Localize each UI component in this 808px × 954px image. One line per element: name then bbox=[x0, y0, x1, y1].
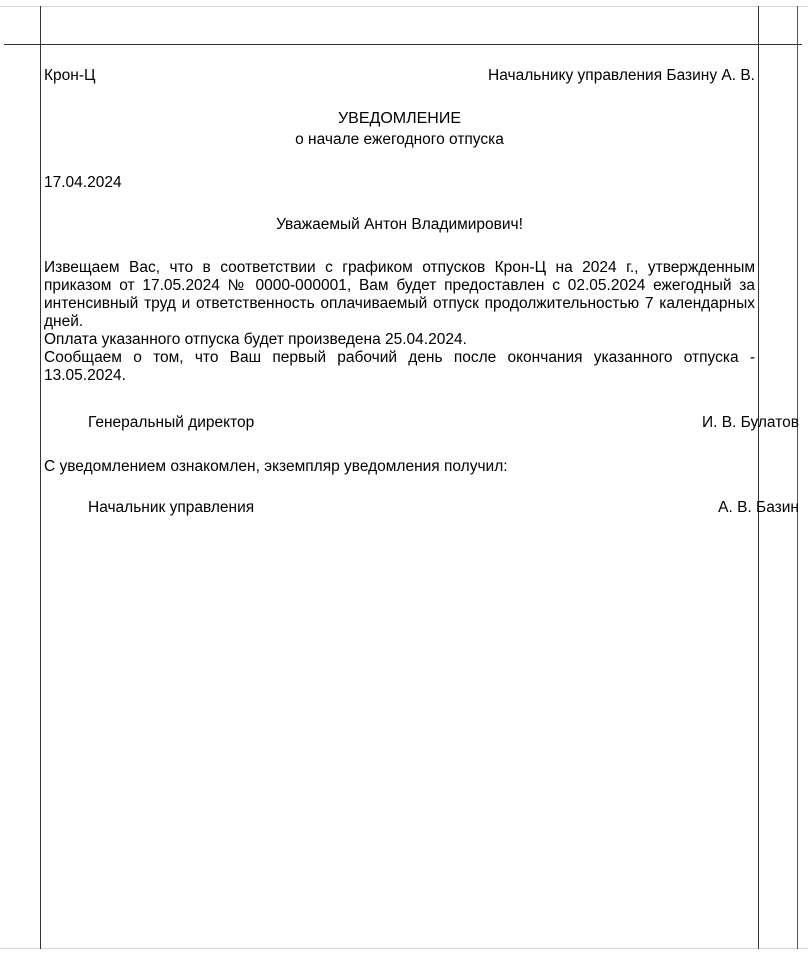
page-top-border bbox=[0, 6, 808, 7]
header-row bbox=[44, 67, 755, 85]
document-date: 17.04.2024 bbox=[44, 174, 122, 191]
page-bottom-border bbox=[0, 948, 808, 949]
acknowledgement-text: С уведомлением ознакомлен, экземпляр уведомления получил: bbox=[44, 458, 508, 475]
signer-name: И. В. Булатов bbox=[701, 414, 799, 431]
signer-position: Генеральный директор bbox=[88, 414, 255, 431]
recipient-position: Начальник управления bbox=[88, 499, 255, 516]
header-divider-line bbox=[4, 44, 802, 45]
signature-row bbox=[44, 414, 799, 432]
body-paragraph-vacation: Извещаем Вас, что в соответствии с графиком отпусков Крон-Ц на 2024 г., утвержденным приказом от 17.05.2024 № 0000-000001, Вам будет предоставлен с 02.05.2024 ежегодный за интенсивный труд и ответственность оплачиваемый отпуск продолжительностью 7 календарных дней. bbox=[44, 259, 755, 330]
addressee: Начальнику управления Базину А. В. bbox=[488, 67, 755, 84]
left-margin-line bbox=[40, 6, 41, 949]
acknowledgement-signature-row bbox=[44, 499, 799, 517]
right-margin-line bbox=[758, 6, 759, 949]
body-paragraph-return-date: Сообщаем о том, что Ваш первый рабочий день после окончания указанного отпуска - 13.05.2024. bbox=[44, 349, 755, 384]
body-paragraph-payment: Оплата указанного отпуска будет произведена 25.04.2024. bbox=[44, 331, 467, 348]
notice-body bbox=[44, 259, 755, 385]
outer-right-border bbox=[797, 6, 798, 949]
recipient-name: А. В. Базин bbox=[718, 499, 799, 516]
greeting: Уважаемый Антон Владимирович! bbox=[276, 216, 523, 233]
notice-title: УВЕДОМЛЕНИЕ bbox=[337, 110, 461, 127]
organization-name: Крон-Ц bbox=[44, 67, 96, 84]
notice-subtitle: о начале ежегодного отпуска bbox=[295, 131, 504, 148]
